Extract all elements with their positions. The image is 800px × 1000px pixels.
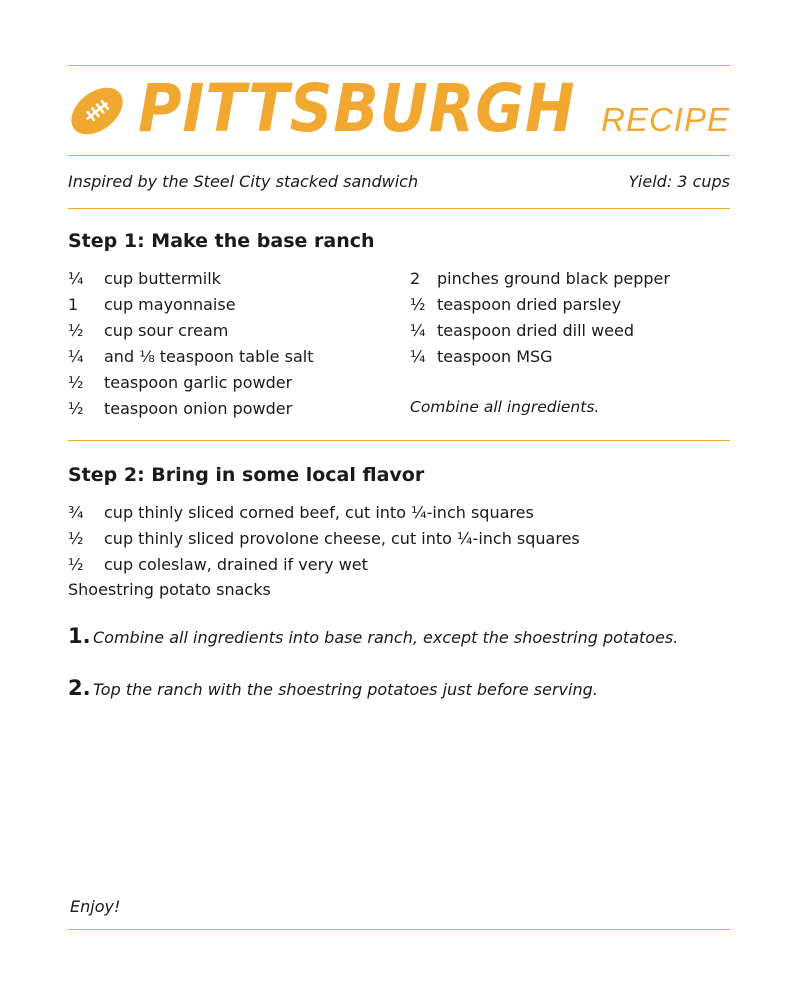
ingredient-qty: ½	[68, 321, 84, 340]
ingredient-qty: ½	[68, 399, 84, 418]
divider-top	[68, 65, 730, 66]
instruction-number: 2.	[68, 676, 91, 700]
ingredient-name: teaspoon onion powder	[104, 399, 293, 418]
ingredient-item	[410, 318, 670, 344]
ingredient-name: teaspoon garlic powder	[104, 373, 293, 392]
recipe-card	[68, 0, 730, 1000]
ingredient-item	[68, 292, 313, 318]
ingredient-name: pinches ground black pepper	[437, 269, 670, 288]
ingredient-qty: ½	[410, 295, 426, 314]
ingredient-name: cup coleslaw, drained if very wet	[104, 555, 368, 574]
ingredient-name: and ⅛ teaspoon table salt	[104, 347, 314, 366]
divider-bottom	[68, 929, 730, 930]
ingredient-name: cup thinly sliced corned beef, cut into ¼-inch squares	[104, 503, 534, 522]
extra-ingredient: Shoestring potato snacks	[68, 580, 271, 599]
ingredient-qty: ½	[68, 555, 84, 574]
instruction-text: Top the ranch with the shoestring potatoes just before serving.	[93, 680, 598, 699]
football-icon	[68, 82, 126, 140]
ingredient-name: cup buttermilk	[104, 269, 221, 288]
ingredient-qty: ½	[68, 373, 84, 392]
ingredient-qty: 1	[68, 295, 79, 314]
ingredient-qty: ¾	[68, 503, 84, 522]
ingredient-name: teaspoon MSG	[437, 347, 553, 366]
ingredient-item	[68, 396, 313, 422]
subtitle-row	[68, 172, 730, 191]
ingredient-name: cup mayonnaise	[104, 295, 236, 314]
ingredient-qty: ¼	[68, 347, 84, 366]
divider-subtitle	[68, 208, 730, 209]
ingredient-item	[68, 552, 580, 578]
instruction-text: Combine all ingredients into base ranch, except the shoestring potatoes.	[93, 628, 679, 647]
ingredient-qty: 2	[410, 269, 421, 288]
ingredient-name: cup sour cream	[104, 321, 229, 340]
ingredient-item	[410, 344, 670, 370]
ingredient-name: cup thinly sliced provolone cheese, cut into ¼-inch squares	[104, 529, 580, 548]
closing-text: Enjoy!	[70, 897, 121, 916]
step1-ingredients-right	[410, 266, 670, 370]
ingredient-item	[68, 344, 313, 370]
recipe-header	[68, 68, 730, 154]
ingredient-qty: ½	[68, 529, 84, 548]
recipe-title: PITTSBURGH	[138, 70, 576, 147]
instruction-step	[68, 624, 678, 648]
ingredient-item	[68, 318, 313, 344]
step1-ingredients-left	[68, 266, 313, 422]
inspiration-text: Inspired by the Steel City stacked sandwich	[68, 172, 419, 191]
ingredient-item	[410, 266, 670, 292]
ingredient-name: teaspoon dried parsley	[437, 295, 622, 314]
ingredient-qty: ¼	[410, 347, 426, 366]
ingredient-item	[68, 266, 313, 292]
divider-step	[68, 440, 730, 441]
step1-title: Step 1: Make the base ranch	[68, 230, 375, 252]
ingredient-item	[410, 292, 670, 318]
ingredient-qty: ¼	[410, 321, 426, 340]
yield-text: Yield: 3 cups	[628, 172, 730, 191]
divider-header	[68, 155, 730, 156]
ingredient-name: teaspoon dried dill weed	[437, 321, 634, 340]
step2-ingredients	[68, 500, 580, 578]
ingredient-item	[68, 526, 580, 552]
ingredient-item	[68, 500, 580, 526]
instruction-step	[68, 676, 598, 700]
recipe-label: RECIPE	[601, 101, 730, 138]
ingredient-qty: ¼	[68, 269, 84, 288]
step2-title: Step 2: Bring in some local flavor	[68, 464, 425, 486]
step1-note: Combine all ingredients.	[410, 398, 600, 416]
instruction-number: 1.	[68, 624, 91, 648]
ingredient-item	[68, 370, 313, 396]
